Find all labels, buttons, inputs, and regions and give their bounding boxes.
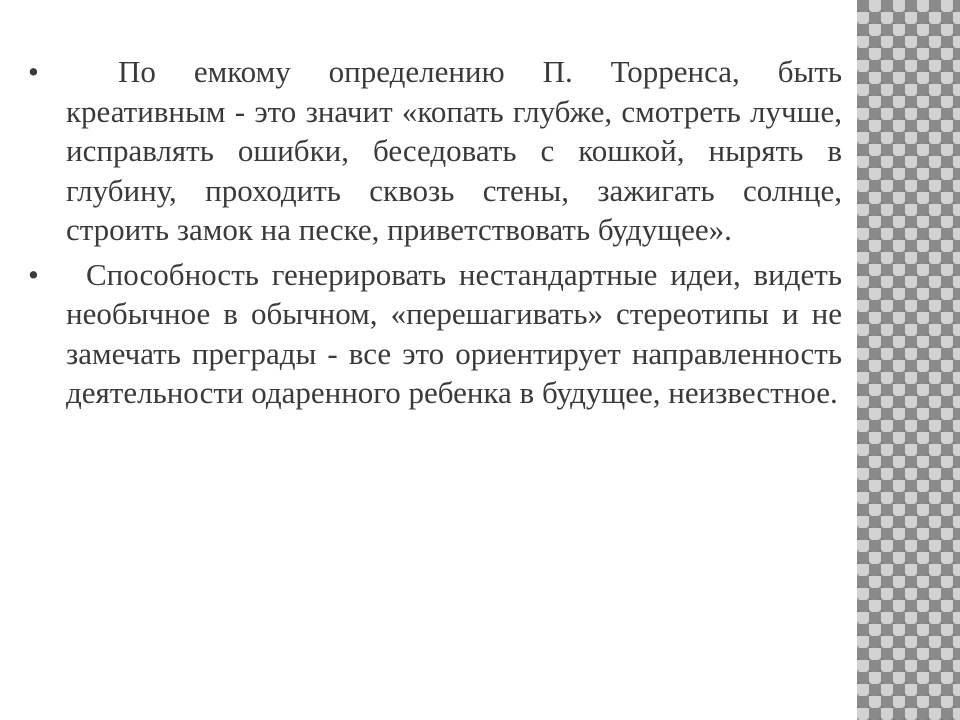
bullet-item-torrance-quote <box>28 52 842 250</box>
bullet-item-creativity-ability <box>28 255 842 413</box>
bullet-marker: • <box>28 256 39 292</box>
decorative-side-pattern <box>857 0 960 720</box>
bullet-list <box>28 52 842 418</box>
bullet-text: По емкому определению П. Торренса, быть креативным - это значит «копать глубже, смотреть лучше, исправлять ошибки, беседовать с кошкой, нырять в глубину, проходить сквозь стены, зажигать солнце, строить замок на песке, приветствовать будущее». <box>66 54 842 247</box>
bullet-marker: • <box>28 54 39 89</box>
bullet-text: Способность генерировать нестандартные идеи, видеть необычное в обычном, «перешагивать» стереотипы и не замечать преграды - все это ориентирует направленность деятельности одаренного ребенка в будущее, неизвестное. <box>66 256 842 410</box>
